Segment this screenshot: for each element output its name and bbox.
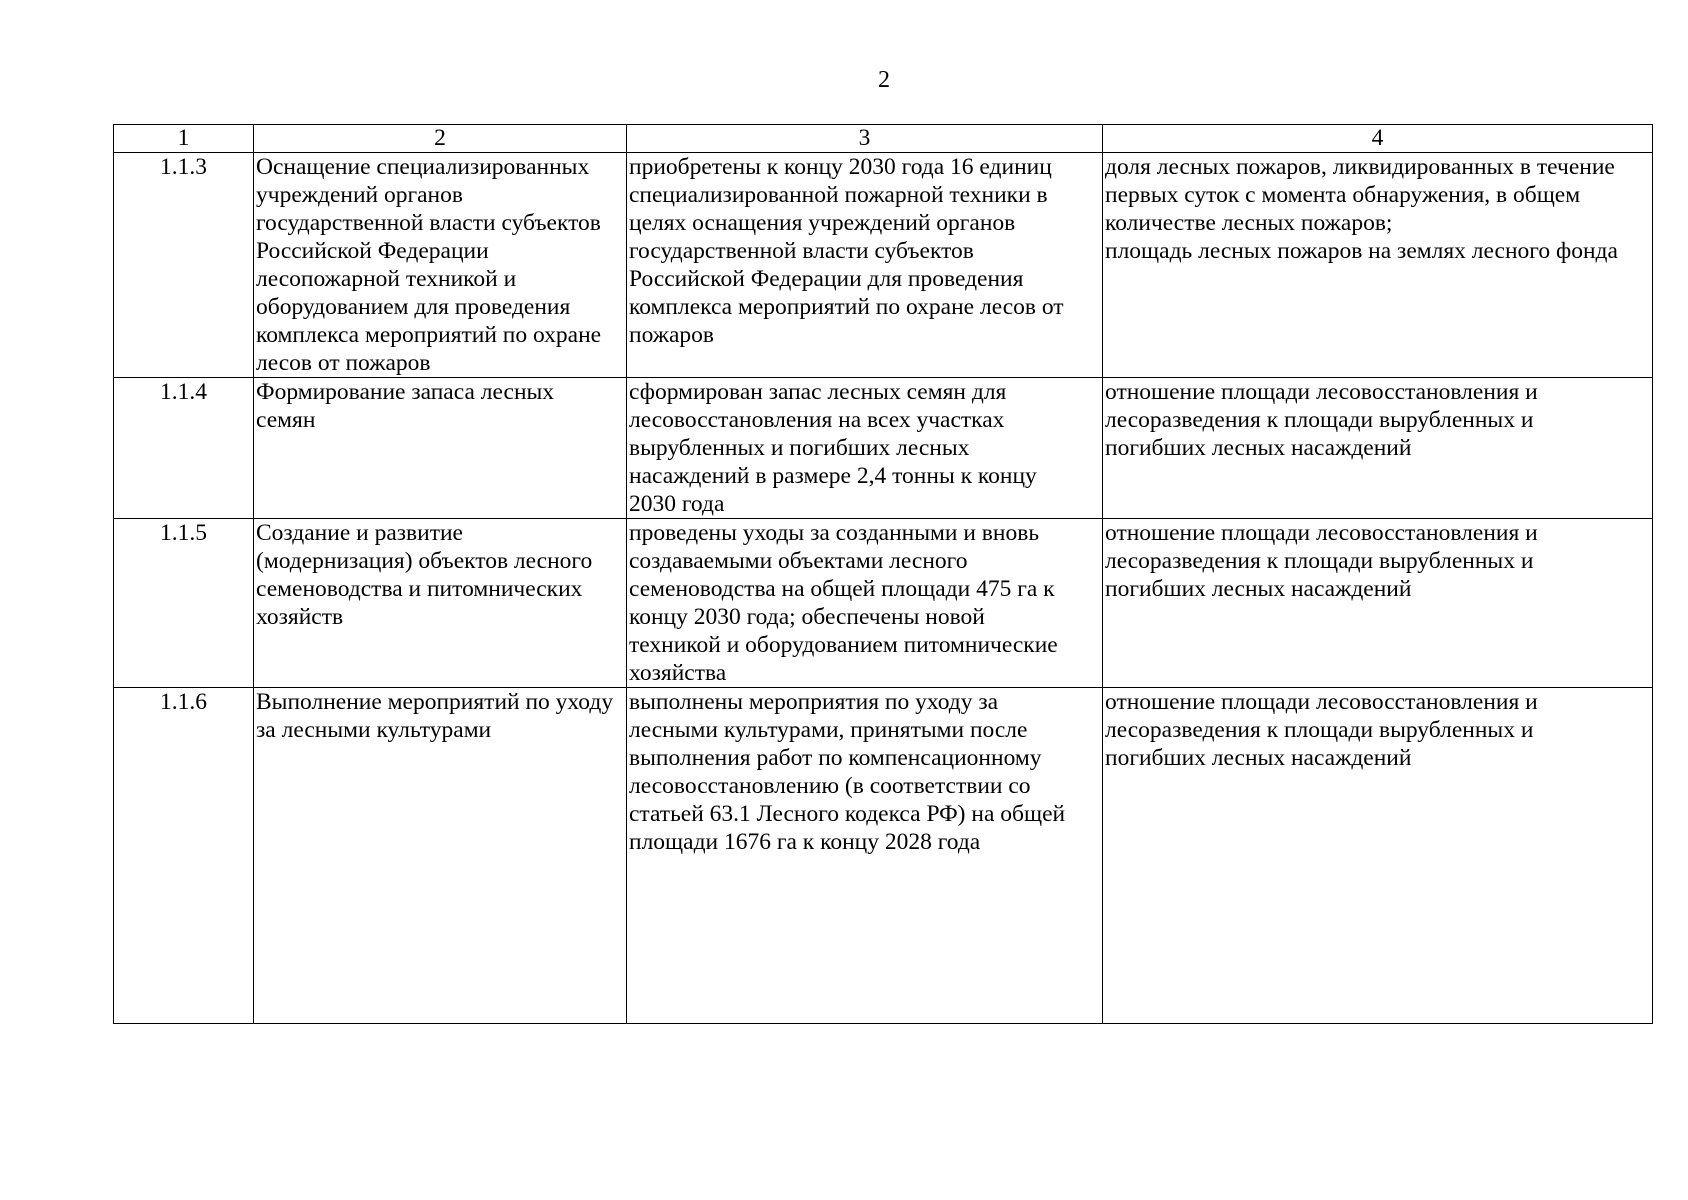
table-row <box>114 519 1653 688</box>
measure-result: выполнены мероприятия по уходу за лесными культурами, принятыми после выполнения работ по компенсационному лесовосстановлению (в соответствии со статьей 63.1 Лесного кодекса РФ) на общей площади 1676 га к концу 2028 года <box>627 688 1103 1024</box>
table-row <box>114 378 1653 519</box>
table-row <box>114 153 1653 378</box>
measure-indicator: отношение площади лесовосстановления и лесоразведения к площади вырубленных и погибших лесных насаждений <box>1103 519 1653 688</box>
column-header: 4 <box>1103 125 1653 153</box>
measure-indicator: отношение площади лесовосстановления и лесоразведения к площади вырубленных и погибших лесных насаждений <box>1103 378 1653 519</box>
measure-name: Выполнение мероприятий по уходу за лесными культурами <box>254 688 627 1024</box>
measures-table <box>113 124 1653 1024</box>
measure-indicator: отношение площади лесовосстановления и лесоразведения к площади вырубленных и погибших лесных насаждений <box>1103 688 1653 1024</box>
measure-name: Формирование запаса лесных семян <box>254 378 627 519</box>
page-number: 2 <box>878 67 890 93</box>
measure-result: приобретены к концу 2030 года 16 единиц специализированной пожарной техники в целях оснащения учреждений органов государственной власти субъектов Российской Федерации для проведения комплекса мероприятий по охране лесов от пожаров <box>627 153 1103 378</box>
column-header: 1 <box>114 125 254 153</box>
row-number: 1.1.6 <box>114 688 254 1024</box>
row-number: 1.1.4 <box>114 378 254 519</box>
measure-name: Создание и развитие (модернизация) объектов лесного семеноводства и питомнических хозяйств <box>254 519 627 688</box>
column-header: 2 <box>254 125 627 153</box>
table-header-row <box>114 125 1653 153</box>
table-row <box>114 688 1653 1024</box>
measure-result: проведены уходы за созданными и вновь создаваемыми объектами лесного семеноводства на общей площади 475 га к концу 2030 года; обеспечены новой техникой и оборудованием питомнические хозяйства <box>627 519 1103 688</box>
measure-result: сформирован запас лесных семян для лесовосстановления на всех участках вырубленных и погибших лесных насаждений в размере 2,4 тонны к концу 2030 года <box>627 378 1103 519</box>
measure-name: Оснащение специализированных учреждений органов государственной власти субъектов Российской Федерации лесопожарной техникой и оборудованием для проведения комплекса мероприятий по охране лесов от пожаров <box>254 153 627 378</box>
column-header: 3 <box>627 125 1103 153</box>
measure-indicator: доля лесных пожаров, ликвидированных в течение первых суток с момента обнаружения, в общем количестве лесных пожаров; площадь лесных пожаров на землях лесного фонда <box>1103 153 1653 378</box>
row-number: 1.1.3 <box>114 153 254 378</box>
row-number: 1.1.5 <box>114 519 254 688</box>
